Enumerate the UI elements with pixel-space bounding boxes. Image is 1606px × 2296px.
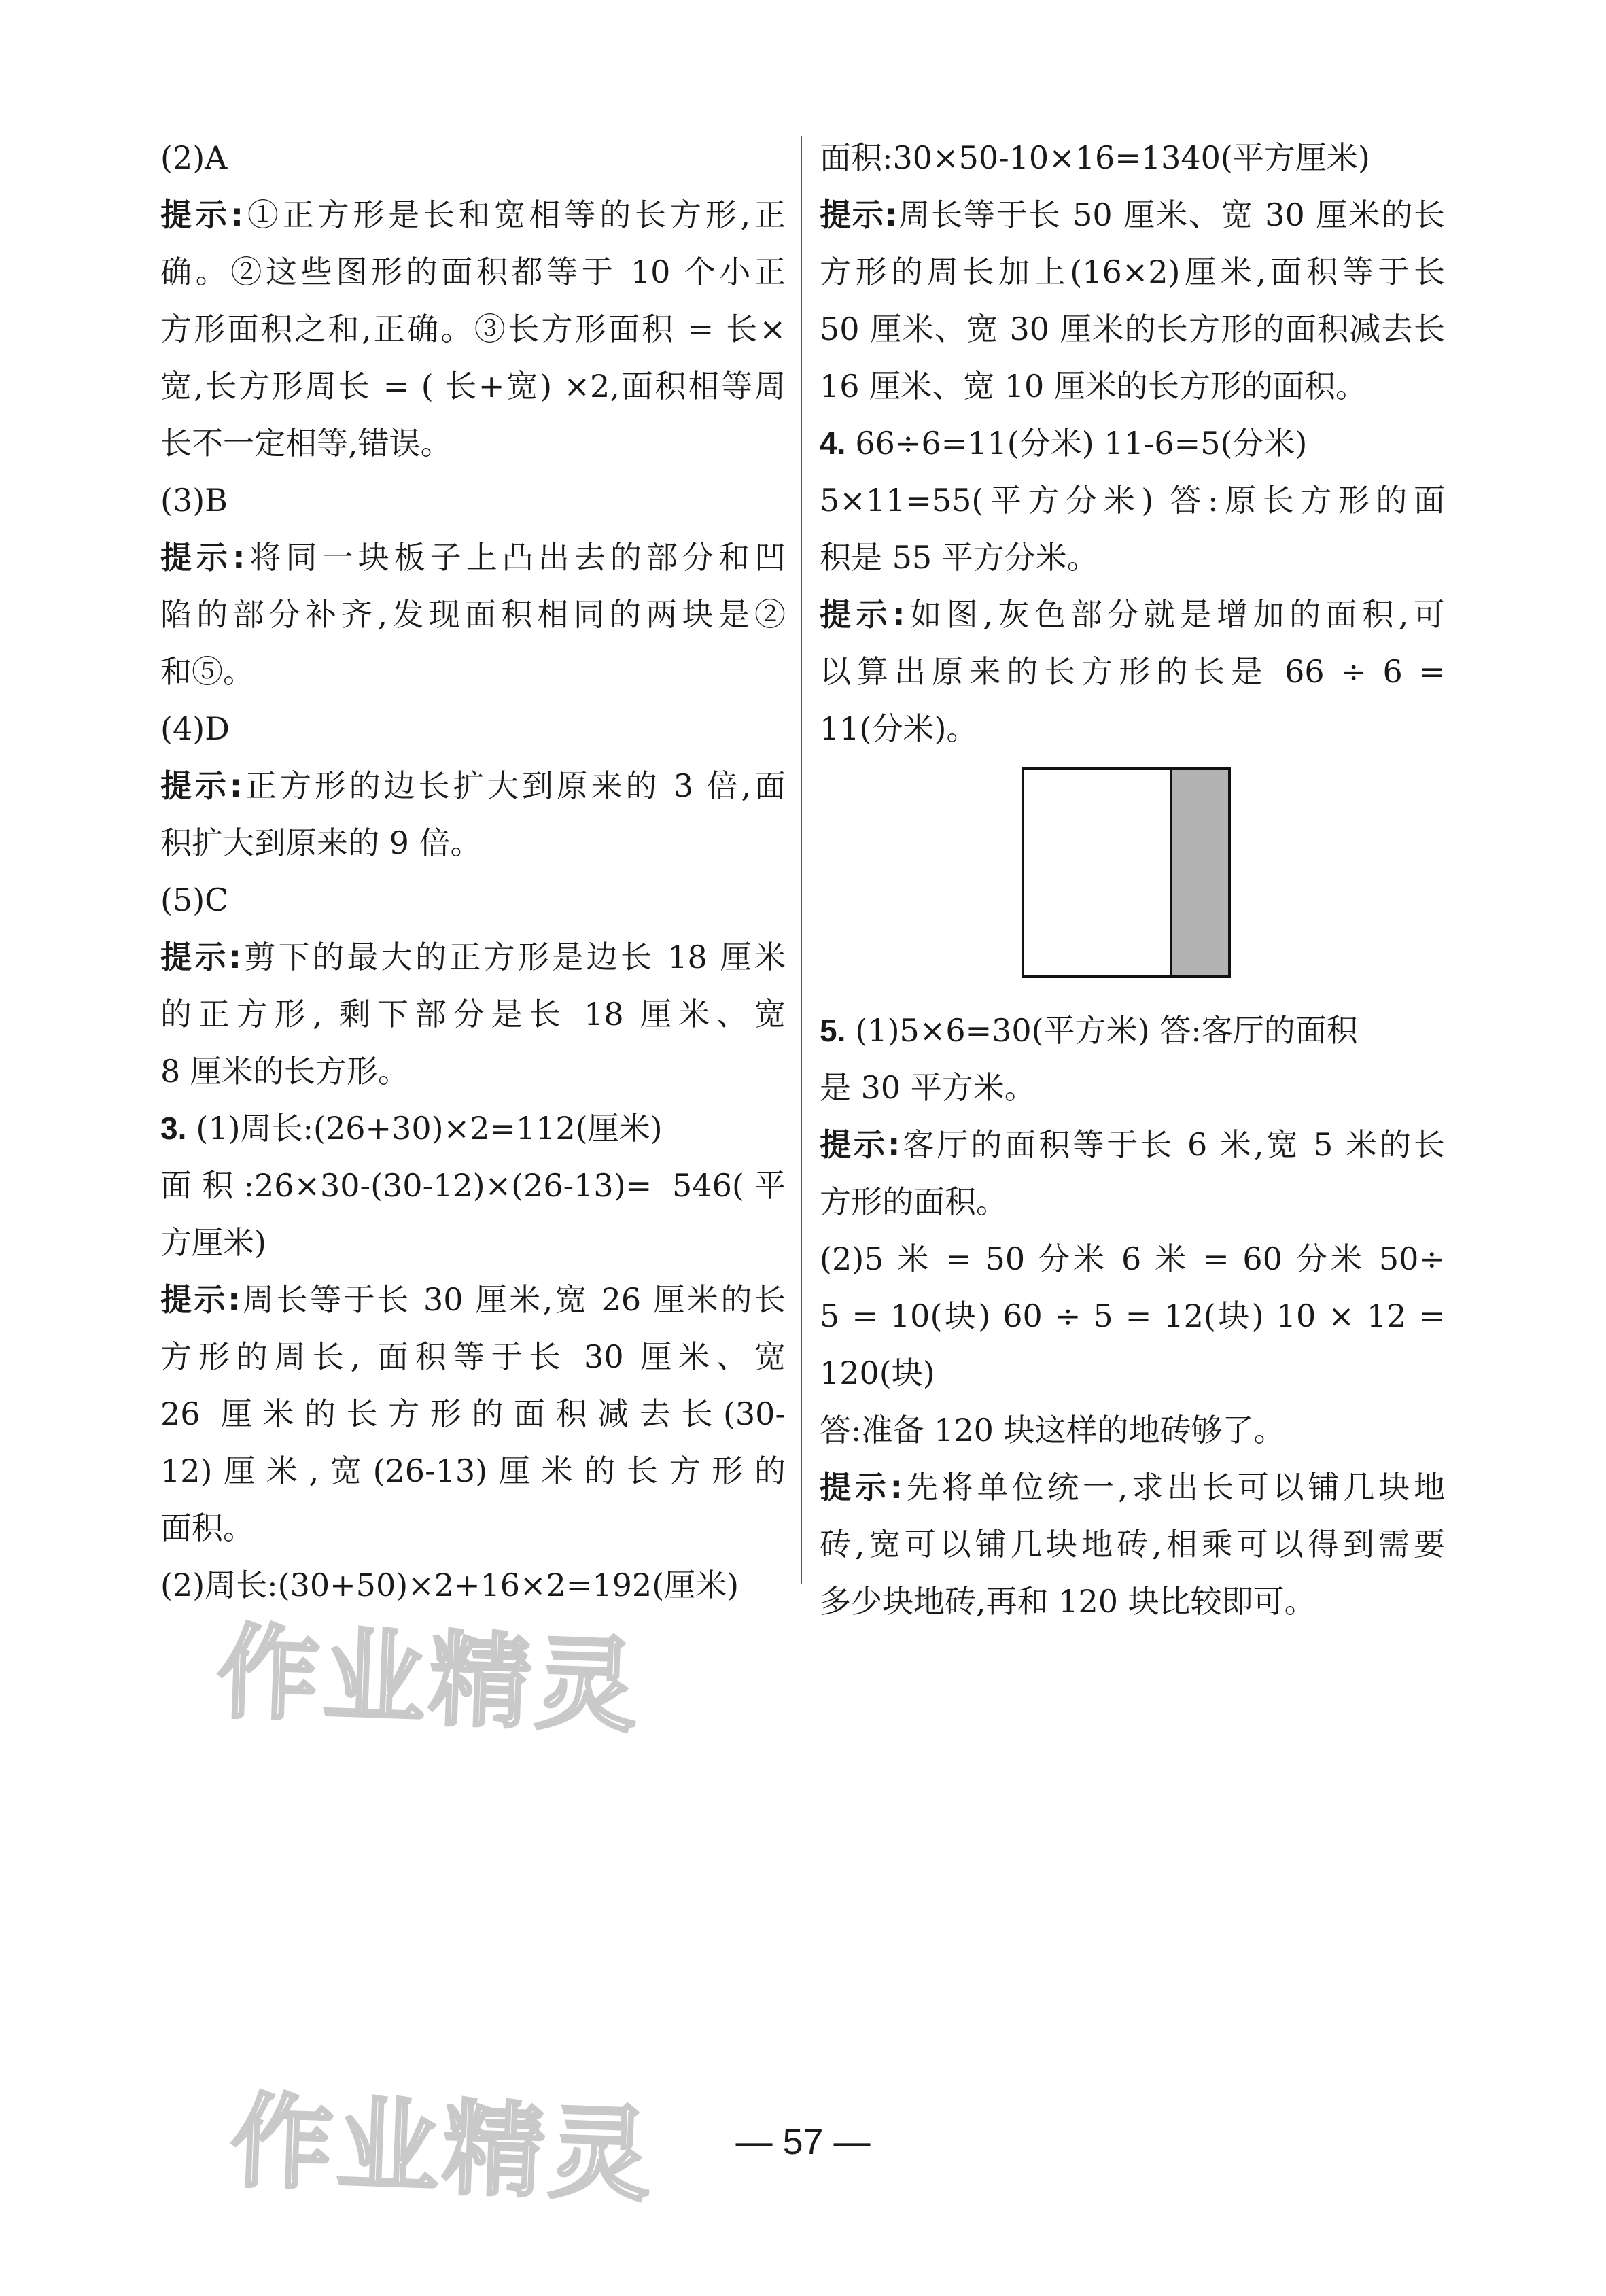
text-line: (3)B <box>160 482 228 519</box>
hint-text: 周长等于长 50 厘米、宽 30 厘米的长 <box>897 196 1445 233</box>
text-line: 方厘米) <box>160 1224 266 1261</box>
page-number: — 57 — <box>735 2121 871 2162</box>
text-line: 以算出原来的长方形的长是 66 ÷ 6 = <box>820 653 1445 690</box>
text-line <box>820 1002 1445 1059</box>
text-line: 5×11=55(平方分米) 答:原长方形的面 <box>820 482 1445 519</box>
question-number: 4. <box>820 425 846 461</box>
text-line: 长不一定相等,错误。 <box>160 425 452 462</box>
text-line: 方形面积之和,正确。③长方形面积 = 长× <box>160 311 786 347</box>
text-line: 是 30 平方米。 <box>820 1069 1036 1106</box>
text-line: 面积:30×50-10×16=1340(平方厘米) <box>820 139 1370 176</box>
text-line: 8 厘米的长方形。 <box>160 1053 409 1090</box>
text-line <box>160 1271 786 1328</box>
hint-label: 提示: <box>160 767 243 804</box>
text-line: 的正方形, 剩下部分是长 18 厘米、宽 <box>160 996 786 1032</box>
answer-text: (1)5×6=30(平方米) 答:客厅的面积 <box>855 1012 1358 1049</box>
hint-text: 先将单位统一,求出长可以铺几块地 <box>903 1469 1445 1506</box>
hint-label: 提示: <box>820 1469 903 1506</box>
text-line: 方形的面积。 <box>820 1183 1007 1220</box>
text-line: 面积:26×30-(30-12)×(26-13)= 546(平 <box>160 1167 786 1204</box>
text-line: (2)A <box>160 139 228 176</box>
hint-text: 剪下的最大的正方形是边长 18 厘米 <box>241 939 786 975</box>
text-line: 多少块地砖,再和 120 块比较即可。 <box>820 1583 1316 1620</box>
text-line <box>160 186 786 243</box>
text-line: 50 厘米、宽 30 厘米的长方形的面积减去长 <box>820 311 1445 347</box>
text-line: 答:准备 120 块这样的地砖够了。 <box>820 1412 1285 1448</box>
rectangle-figure <box>820 757 1445 1002</box>
text-line <box>160 928 786 986</box>
hint-label: 提示: <box>820 1126 901 1163</box>
watermark-logo: 作业精灵 <box>228 2083 657 2216</box>
answer-text: (1)周长:(26+30)×2=112(厘米) <box>196 1110 663 1147</box>
text-line: (2)周长:(30+50)×2+16×2=192(厘米) <box>160 1567 739 1603</box>
right-column <box>820 129 1445 1630</box>
text-line <box>160 757 786 814</box>
hint-text: 客厅的面积等于长 6 米,宽 5 米的长 <box>900 1126 1445 1163</box>
text-line: 砖,宽可以铺几块地砖,相乘可以得到需要 <box>820 1526 1445 1563</box>
hint-label: 提示: <box>820 196 898 233</box>
hint-label: 提示: <box>160 196 244 233</box>
text-line: 确。②这些图形的面积都等于 10 个小正 <box>160 254 786 290</box>
text-line <box>820 1459 1445 1516</box>
hint-text: ①正方形是长和宽相等的长方形,正 <box>243 196 786 233</box>
text-line: 方形的周长加上(16×2)厘米,面积等于长 <box>820 254 1445 290</box>
text-line: 面积。 <box>160 1510 254 1546</box>
text-line: (4)D <box>160 710 230 747</box>
text-line <box>160 529 786 586</box>
hint-text: 如图,灰色部分就是增加的面积,可 <box>905 596 1445 633</box>
text-line: 陷的部分补齐,发现面积相同的两块是② <box>160 596 786 633</box>
text-line: 积扩大到原来的 9 倍。 <box>160 824 482 861</box>
left-column <box>160 129 786 1614</box>
text-line <box>820 586 1445 643</box>
text-line: (5)C <box>160 882 229 918</box>
text-line: 11(分米)。 <box>820 710 978 747</box>
text-line: 16 厘米、宽 10 厘米的长方形的面积。 <box>820 368 1367 404</box>
text-line: 方形的周长, 面积等于长 30 厘米、宽 <box>160 1338 786 1375</box>
hint-label: 提示: <box>160 939 242 975</box>
text-line <box>160 1100 786 1157</box>
question-number: 3. <box>160 1111 187 1146</box>
answer-text: 66÷6=11(分米) 11-6=5(分米) <box>855 425 1308 462</box>
hint-label: 提示: <box>160 1281 241 1318</box>
text-line: 积是 55 平方分米。 <box>820 539 1098 576</box>
column-divider <box>801 136 802 1584</box>
hint-label: 提示: <box>160 539 245 576</box>
text-line: 120(块) <box>820 1355 935 1391</box>
hint-text: 周长等于长 30 厘米,宽 26 厘米的长 <box>240 1281 786 1318</box>
question-number: 5. <box>820 1013 846 1048</box>
hint-text: 将同一块板子上凸出去的部分和凹 <box>245 539 786 576</box>
text-line: 12)厘米,宽(26-13)厘米的长方形的 <box>160 1453 786 1489</box>
hint-text: 正方形的边长扩大到原来的 3 倍,面 <box>242 767 786 804</box>
text-line: 5 = 10(块) 60 ÷ 5 = 12(块) 10 × 12 = <box>820 1298 1445 1334</box>
watermark-logo: 作业精灵 <box>215 1614 644 1747</box>
text-line <box>820 415 1445 472</box>
text-line: 26 厘米的长方形的面积减去长(30- <box>160 1395 786 1432</box>
added-gray-area <box>1171 769 1229 977</box>
text-line: 宽,长方形周长 = ( 长+宽) ×2,面积相等周 <box>160 368 786 404</box>
text-line <box>820 1116 1445 1173</box>
text-line <box>820 186 1445 243</box>
rectangle-diagram <box>1021 767 1232 979</box>
text-line: (2)5 米 = 50 分米 6 米 = 60 分米 50÷ <box>820 1240 1445 1277</box>
hint-label: 提示: <box>820 596 905 633</box>
text-line: 和⑤。 <box>160 653 254 690</box>
original-rectangle <box>1023 769 1171 977</box>
